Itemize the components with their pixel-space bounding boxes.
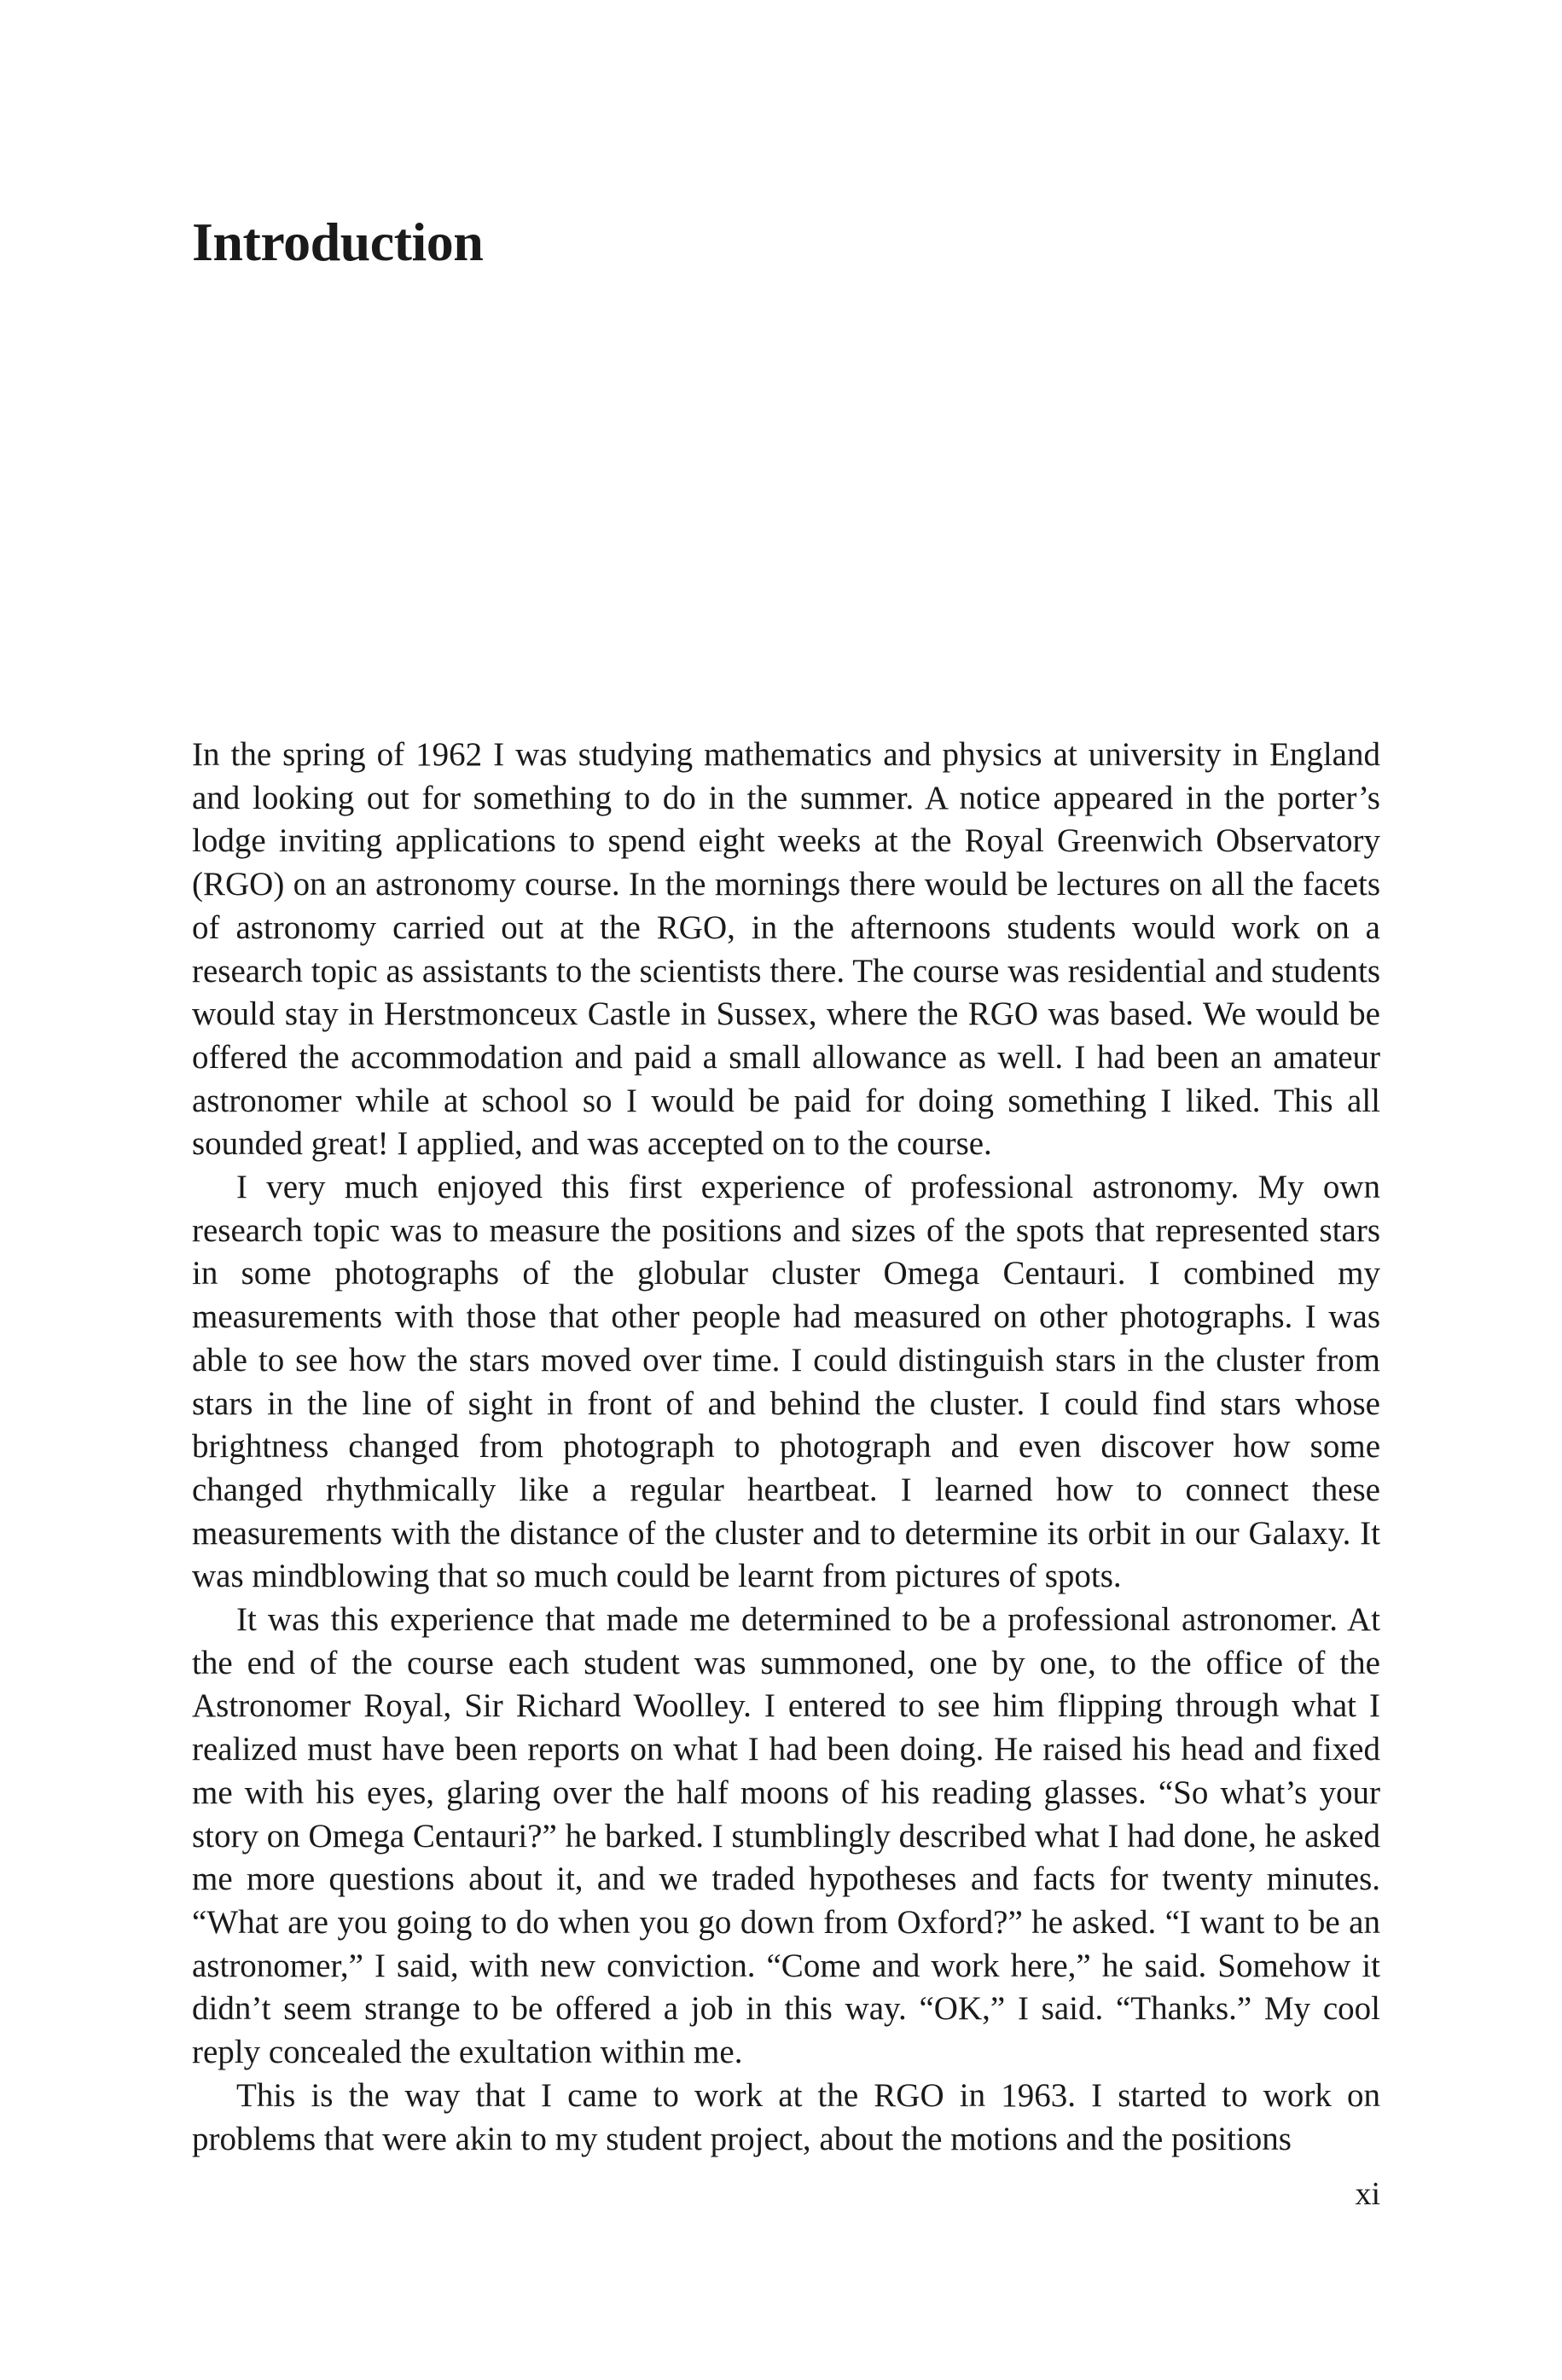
paragraph-2: I very much enjoyed this first experience of professional astronomy. My own research topic was to measure the positions and sizes of the spots that represented stars in some photographs of the globular cluster Omega Centauri. I combined my measurements with those that other people had measured on other photographs. I was able to see how the stars moved over time. I could distinguish stars in the cluster from stars in the line of sight in front of and behind the cluster. I could find stars whose brightness changed from photograph to photograph and even discover how some changed rhythmically like a regular heartbeat. I learned how to connect these measurements with the distance of the cluster and to determine its orbit in our Galaxy. It was mindblowing that so much could be learnt from pictures of spots. bbox=[192, 1169, 1380, 1595]
paragraph-1: In the spring of 1962 I was studying mathematics and physics at university in England and looking out for something to do in the summer. A notice appeared in the porter’s lodge inviting applications to spend eight weeks at the Royal Greenwich Observatory (RGO) on an astronomy course. In the mornings there would be lectures on all the facets of astronomy carried out at the RGO, in the afternoons students would work on a research topic as assistants to the scientists there. The course was residential and students would stay in Herstmonceux Castle in Sussex, where the RGO was based. We would be offered the accommodation and paid a small allowance as well. I had been an amateur astronomer while at school so I would be paid for doing something I liked. This all sounded great! I applied, and was accepted on to the course. bbox=[192, 736, 1380, 1163]
paragraph-4: This is the way that I came to work at the RGO in 1963. I started to work on problems that were akin to my student project, about the motions and the positions bbox=[192, 2076, 1380, 2157]
body-text bbox=[192, 734, 1380, 2161]
paragraph-3: It was this experience that made me determined to be a professional astronomer. At the end of the course each student was summoned, one by one, to the office of the Astronomer Royal, Sir Richard Woolley. I entered to see him flipping through what I realized must have been reports on what I had been doing. He raised his head and fixed me with his eyes, glaring over the half moons of his reading glasses. “So what’s your story on Omega Centauri?” he barked. I stumblingly described what I had done, he asked me more questions about it, and we traded hypotheses and facts for twenty minutes. “What are you going to do when you go down from Oxford?” he asked. “I want to be an astronomer,” I said, with new conviction. “Come and work here,” he said. Somehow it didn’t seem strange to be offered a job in this way. “OK,” I said. “Thanks.” My cool reply concealed the exultation within me. bbox=[192, 1601, 1380, 2071]
page-number: xi bbox=[1355, 2176, 1380, 2212]
chapter-title: Introduction bbox=[192, 212, 484, 272]
